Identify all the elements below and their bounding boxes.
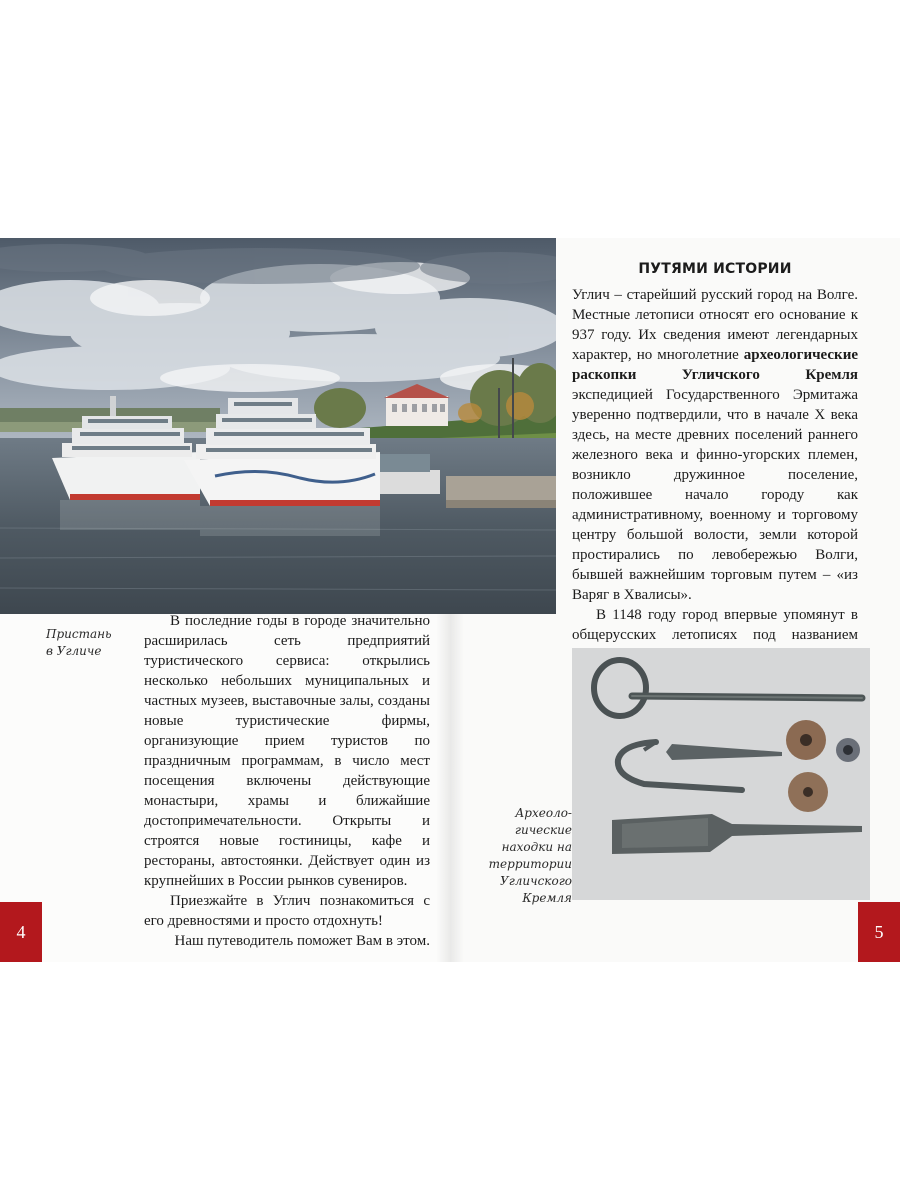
paragraph-history <box>572 285 858 605</box>
page-number-right: 5 <box>858 902 900 962</box>
left-body-text <box>144 611 430 951</box>
paragraph-invitation: Приезжайте в Углич познакомиться с его древностями и просто отдохнуть! <box>144 893 430 929</box>
paragraph-1148: В 1148 году город впервые упомянут в общерусских летописях под названием <box>572 607 858 643</box>
paragraph-tourism: В последние годы в городе значительно расширилась сеть предприятий туристического сервиса: открылись несколько небольших муниципальных и частных музеев, выставочные залы, созданы новые туристические фирмы, организующие прием туристов по праздничным программам, в число мест посещения включены действующие монастыри, храмы и ближайшие достопримечательности. Открыты и строятся новые гостиницы, кафе и рестораны, автостоянки. Действует один из крупнейших в России рынков сувениров. <box>144 613 430 889</box>
artifacts-caption-line-6: Кремля <box>522 891 572 905</box>
paragraph-history-end: экспедицией Государственного Эрмитажа уверенно подтвердили, что в начале X века здесь, на месте древних поселений раннего железного века и финно-угорских племен, возникло дружинное поселение, положившее начало городу как административному, военному и торговому центру большой волости, земли которой простирались по левобережью Волги, бывшей важнейшим торговым путем – «из Варяг в Хвалисы». <box>572 387 858 603</box>
paragraph-history-start: Углич – старейший русский город на Волге. Местные летописи относят его основание к 937 году. Их сведения имеют легендарных характер, но многолетние <box>572 287 858 363</box>
section-heading: ПУТЯМИ ИСТОРИИ <box>638 261 792 277</box>
excavations-highlight: археологические раскопки Угличского Кремля <box>572 347 858 383</box>
book-spread <box>0 238 900 962</box>
photo-caption <box>46 626 150 660</box>
page-number-left: 4 <box>0 902 42 962</box>
artifacts-caption <box>476 805 572 907</box>
artifacts-caption-line-4: территории <box>488 857 572 871</box>
artifacts-caption-line-1: Археоло- <box>515 806 572 820</box>
photo-caption-line-1: Пристань <box>46 627 112 641</box>
artifacts-caption-line-3: находки на <box>501 840 572 854</box>
artifacts-photo <box>572 648 870 900</box>
artifacts-caption-line-2: гические <box>514 823 572 837</box>
pier-photo <box>0 238 556 614</box>
paragraph-guide: Наш путеводитель поможет Вам в этом. <box>174 933 430 949</box>
photo-caption-line-2: в Угличе <box>46 644 102 658</box>
right-body-text <box>572 259 858 665</box>
artifacts-caption-line-5: Угличского <box>500 874 572 888</box>
